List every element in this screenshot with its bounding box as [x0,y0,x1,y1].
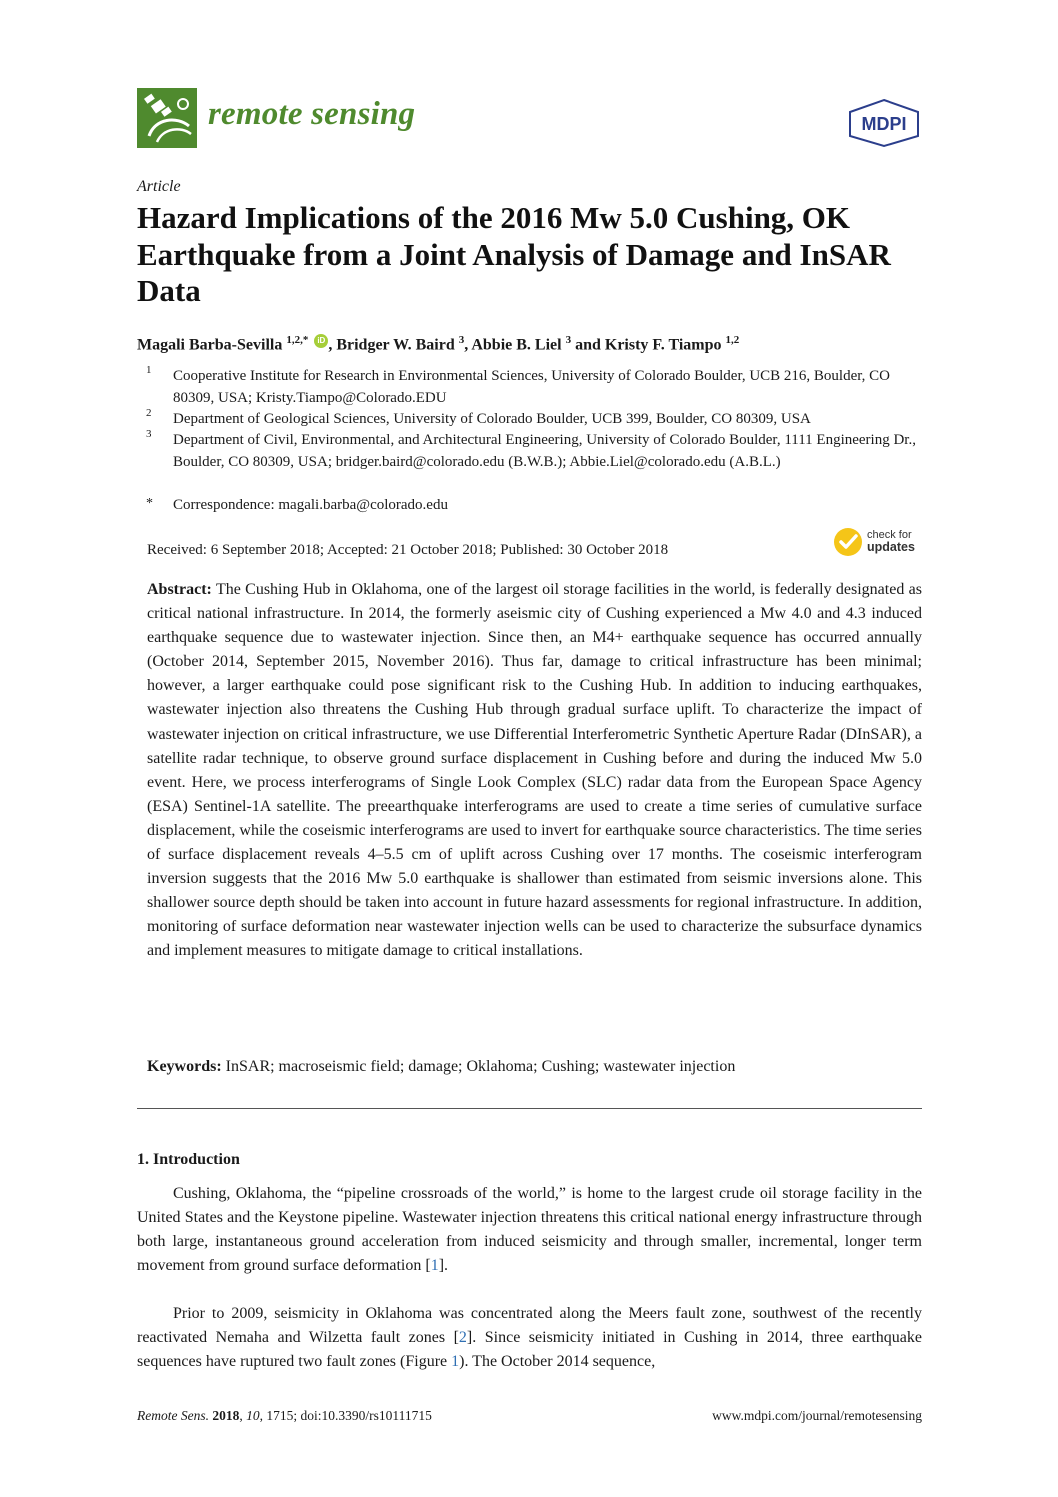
author-affil-sup: 3 [458,334,465,346]
affiliation-number: 1 [146,364,152,376]
affiliation-text: Department of Civil, Environmental, and Architectural Engineering, University of Colorado Boulder, 1111 Engineering Dr., Boulder, CO 80309, USA; bridger.baird@colorado.edu (B.W.B.); Abbie.Liel@colorado.edu (A.B.L.) [173,432,916,470]
abstract [147,578,922,964]
affiliation-text: Correspondence: magali.barba@colorado.edu [173,497,448,513]
author-sep: and [571,336,605,354]
author-name[interactable]: Kristy F. Tiampo [604,336,722,354]
mdpi-logo-icon [846,98,922,148]
paragraph-text: ]. Since seismicity initiated in Cushing in 2014, three earthquake sequences have ruptured two fault zones (Figure [137,1329,922,1370]
keywords-label: Keywords: [147,1058,222,1075]
mdpi-logo-text: MDPI [861,114,907,134]
affiliation-number: 2 [146,407,152,419]
paragraph-text: Cushing, Oklahoma, the “pipeline crossroads of the world,” is home to the largest crude oil storage facility in the United States and the Keystone pipeline. Wastewater injection threatens this critical national energy infrastructure through both large, instantaneous ground acceleration from induced seismicity and through smaller, incremental, longer term movement from ground surface deformation [ [137,1185,922,1274]
author-name[interactable]: Abbie B. Liel [471,336,562,354]
footer-year: 2018 [212,1408,240,1423]
section-divider [137,1108,922,1109]
abstract-text: The Cushing Hub in Oklahoma, one of the largest oil storage facilities in the world, is federally designated as critical national infrastructure. In 2014, the formerly aseismic city of Cushing experienced a Mw 4.0 and 4.3 induced earthquake sequence due to wastewater injection. Since then, an M4+ earthquake sequence has occurred annually (October 2014, September 2015, November 2016). Thus far, damage to critical infrastructure has been minimal; however, a larger earthquake could pose significant risk to the Cushing Hub. In addition to inducing earthquakes, wastewater injection also threatens the Cushing Hub through gradual surface uplift. To characterize the impact of wastewater injection on critical infrastructure, we use Differential Interferometric Synthetic Aperture Radar (DInSAR), a satellite radar technique, to observe ground surface displacement in Cushing before and during the induced Mw 5.0 event. Here, we process interferograms of Single Look Complex (SLC) radar data from the European Space Agency (ESA) Sentinel-1A satellite. The preearthquake interferograms are used to create a time series of cumulative surface displacement, while the coseismic interferograms are used to invert for earthquake source characteristics. The time series of surface displacement reveals 4–5.5 cm of uplift across Cushing over 17 months. The coseismic interferogram inversion suggests that the 2016 Mw 5.0 earthquake is shallower than estimated from seismic inversions alone. This shallower source depth should be taken into account in future hazard assessments for regional infrastructure. In addition, monitoring of surface deformation near wastewater injection wells can be used to characterize the subsurface dynamics and implement measures to mitigate damage to critical installations. [147,581,922,960]
check-for-updates-button[interactable] [833,527,933,559]
figure-link[interactable]: 1 [451,1353,460,1370]
check-updates-line2: updates [867,540,915,554]
affiliation-number: * [146,496,153,511]
journal-logo-icon [137,88,197,148]
section-heading: 1. Introduction [137,1151,240,1168]
paragraph-text: ). The October 2014 sequence, [459,1353,656,1370]
author-affil-sup: 1,2,* [286,334,309,346]
footer-doi: , 1715; doi:10.3390/rs10111715 [259,1408,432,1423]
citation-link[interactable]: 2 [458,1329,467,1346]
article-title: Hazard Implications of the 2016 Mw 5.0 Cushing, OK Earthquake from a Joint Analysis of Damage and InSAR Data [137,200,891,308]
check-updates-icon [833,527,863,557]
paragraph-text: ]. [438,1257,449,1274]
footer-volume: 10 [246,1408,260,1423]
paragraph [137,1182,922,1278]
author-name[interactable]: Magali Barba-Sevilla [137,336,283,354]
footer-citation: Remote Sens. 2018, 10, 1715; doi:10.3390/rs10111715 [137,1408,432,1423]
author-sep: , [328,336,337,354]
paragraph [137,1302,922,1374]
author-affil-sup: 1,2 [725,334,740,346]
check-updates-label [867,529,915,554]
check-updates-line1: check for [867,529,912,541]
citation-link[interactable]: 1 [430,1257,439,1274]
keywords-text: InSAR; macroseismic field; damage; Oklahoma; Cushing; wastewater injection [225,1058,736,1075]
keywords [147,1058,735,1076]
journal-url-link[interactable]: www.mdpi.com/journal/remotesensing [712,1408,922,1423]
affiliation-text: Department of Geological Sciences, University of Colorado Boulder, UCB 399, Boulder, CO 80309, USA [173,411,811,427]
footer-journal: Remote Sens. [137,1408,209,1423]
affiliation-text: Cooperative Institute for Research in Environmental Sciences, University of Colorado Boulder, UCB 216, Boulder, CO 80309, USA; Kristy.Tiampo@Colorado.EDU [173,368,890,406]
publication-dates: Received: 6 September 2018; Accepted: 21 October 2018; Published: 30 October 2018 [147,542,669,558]
abstract-label: Abstract: [147,581,212,598]
author-sep: , [464,336,472,354]
affiliation-number: 3 [146,428,152,440]
article-type: Article [137,178,181,195]
author-list [137,334,739,354]
journal-name: remote sensing [208,96,416,132]
author-name[interactable]: Bridger W. Baird [336,336,455,354]
paragraph-text: Prior to 2009, seismicity in Oklahoma was concentrated along the Meers fault zone, southwest of the recently reactivated Nemaha and Wilzetta fault zones [ [137,1305,922,1346]
orcid-icon[interactable]: iD [314,334,328,348]
author-affil-sup: 3 [565,334,572,346]
